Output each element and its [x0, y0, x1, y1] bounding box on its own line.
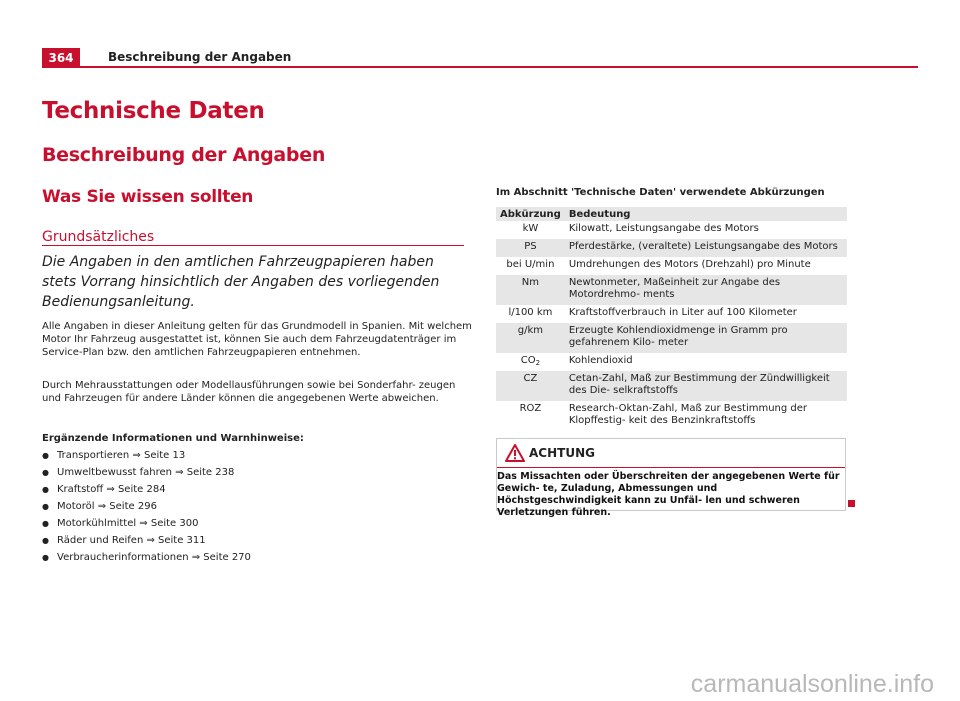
abbreviation-cell: Nm: [496, 275, 565, 305]
list-item-text: Transportieren ⇒ Seite 13: [57, 450, 186, 461]
table-row: [496, 221, 847, 239]
abbreviations-table: [496, 207, 847, 431]
abbreviation-cell: bei U/min: [506, 259, 555, 270]
list-item[interactable]: [42, 500, 462, 517]
warning-title: ACHTUNG: [529, 446, 595, 460]
intro-text: Die Angaben in den amtlichen Fahrzeugpapieren haben stets Vorrang hinsichtlich der Angaben des vorliegenden Bedienungsanleitung.: [42, 254, 440, 310]
abbreviation-main: CO: [520, 355, 536, 366]
warning-box: [496, 438, 846, 518]
table-row: [496, 401, 847, 431]
paragraph-models: Alle Angaben in dieser Anleitung gelten für das Grundmodell in Spanien. Mit welchem Motor Ihr Fahrzeug ausgestattet ist, können Sie auch dem Fahrzeugdatenträger im Service-Plan bzw. den amtlichen Fahrzeugpapieren entnehmen.: [42, 321, 472, 358]
section-end-mark: [848, 500, 855, 507]
warning-header: [497, 439, 845, 468]
list-item-text: Räder und Reifen ⇒ Seite 311: [57, 535, 206, 546]
list-item[interactable]: [42, 517, 462, 534]
abbreviation-cell: PS: [496, 239, 565, 257]
topic-title: Grundsätzliches: [42, 229, 155, 245]
table-row: [496, 239, 847, 257]
section-title: Beschreibung der Angaben: [42, 144, 326, 166]
list-item[interactable]: [42, 534, 462, 551]
list-item-text: Motorkühlmittel ⇒ Seite 300: [57, 518, 199, 529]
running-header-title: Beschreibung der Angaben: [108, 50, 292, 64]
paragraph-additional-info: Ergänzende Informationen und Warnhinweise:: [42, 433, 304, 444]
abbreviation-cell: ROZ: [519, 403, 542, 414]
abbreviation-cell: l/100 km: [508, 307, 553, 318]
subsection-title: Was Sie wissen sollten: [42, 187, 254, 207]
list-item-text: Umweltbewusst fahren ⇒ Seite 238: [57, 467, 235, 478]
bullet-icon: ●: [42, 536, 49, 545]
table-header-row: [496, 207, 847, 221]
meaning-cell: Kohlendioxid: [568, 355, 633, 366]
table-row: [496, 275, 847, 305]
column-header-abbreviation: Abkürzung: [496, 207, 565, 221]
list-item-text: Kraftstoff ⇒ Seite 284: [57, 484, 166, 495]
table-row: [496, 371, 847, 401]
list-item-text: Motoröl ⇒ Seite 296: [57, 501, 157, 512]
list-item[interactable]: [42, 466, 462, 483]
meaning-cell: Kraftstoffverbrauch in Liter auf 100 Kilometer: [568, 307, 797, 318]
meaning-cell: Newtonmeter, Maßeinheit zur Angabe des Motordrehmo- ments: [565, 275, 847, 305]
meaning-cell: Pferdestärke, (veraltete) Leistungsangabe des Motors: [565, 239, 847, 257]
abbreviation-cell: g/km: [496, 323, 565, 353]
list-item-text: Verbraucherinformationen ⇒ Seite 270: [57, 552, 251, 563]
page-number: 364: [42, 48, 80, 67]
abbreviation-cell: [496, 353, 565, 371]
table-row: [496, 353, 847, 371]
bullet-icon: ●: [42, 502, 49, 511]
abbreviation-cell: kW: [522, 223, 539, 234]
reference-list: [42, 449, 462, 568]
table-row: [496, 323, 847, 353]
table-row: [496, 257, 847, 275]
meaning-cell: Research-Oktan-Zahl, Maß zur Bestimmung der Klopffestig- keit des Benzinkraftstoffs: [568, 403, 808, 426]
bullet-icon: ●: [42, 451, 49, 460]
list-item[interactable]: [42, 483, 462, 500]
column-header-meaning: Bedeutung: [565, 207, 847, 221]
list-item[interactable]: [42, 449, 462, 466]
list-item[interactable]: [42, 551, 462, 568]
bullet-icon: ●: [42, 553, 49, 562]
bullet-icon: ●: [42, 468, 49, 477]
meaning-cell: Umdrehungen des Motors (Drehzahl) pro Minute: [568, 259, 811, 270]
warning-text: Das Missachten oder Überschreiten der angegebenen Werte für Gewich- te, Zuladung, Abmessungen und Höchstgeschwindigkeit kann zu Unfäl- len und schweren Verletzungen führen.: [497, 471, 840, 518]
bullet-icon: ●: [42, 519, 49, 528]
warning-triangle-icon: [505, 444, 525, 462]
meaning-cell: Erzeugte Kohlendioxidmenge in Gramm pro gefahrenem Kilo- meter: [565, 323, 847, 353]
abbreviation-cell: CZ: [496, 371, 565, 401]
header-rule: [42, 66, 918, 68]
meaning-cell: Cetan-Zahl, Maß zur Bestimmung der Zündwilligkeit des Die- selkraftstoffs: [565, 371, 847, 401]
paragraph-variants: Durch Mehrausstattungen oder Modellausführungen sowie bei Sonderfahr- zeugen und Fahrzeugen für andere Länder können die angegebenen Werte abweichen.: [42, 380, 456, 404]
topic-rule: [42, 245, 464, 246]
watermark: carmanualsonline.info: [690, 670, 934, 698]
chapter-title: Technische Daten: [42, 98, 265, 124]
meaning-cell: Kilowatt, Leistungsangabe des Motors: [568, 223, 759, 234]
table-row: [496, 305, 847, 323]
abbreviation-subscript: 2: [535, 359, 541, 367]
table-caption: Im Abschnitt 'Technische Daten' verwendete Abkürzungen: [496, 187, 825, 198]
bullet-icon: ●: [42, 485, 49, 494]
